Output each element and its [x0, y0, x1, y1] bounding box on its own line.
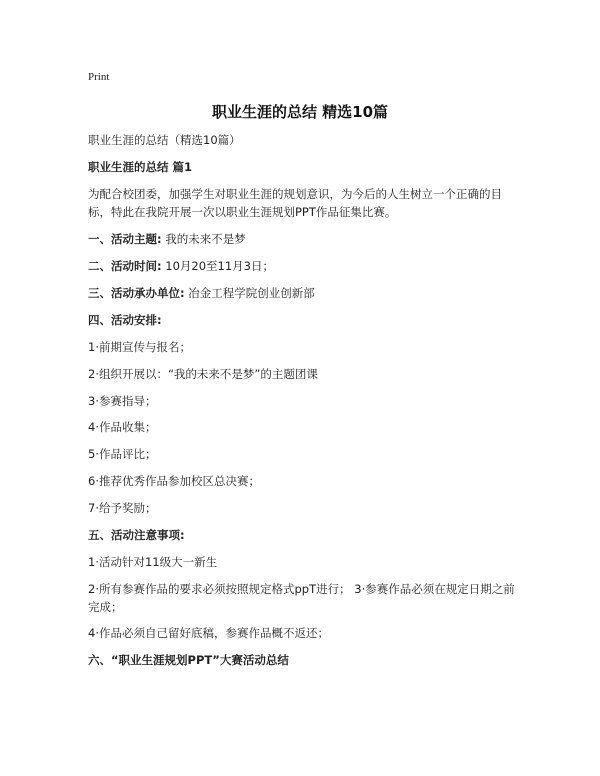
list-item: 5·作品评比；	[88, 447, 157, 461]
section-heading: 职业生涯的总结 篇1	[88, 160, 193, 174]
summary-heading: 六、“职业生涯规划PPT”大赛活动总结	[88, 653, 289, 667]
notes-heading: 五、活动注意事项:	[88, 528, 185, 542]
intro-paragraph: 为配合校团委，加强学生对职业生涯的规划意识，为今后的人生树立一个正确的目标，特此在我院开展一次以职业生涯规划PPT作品征集比赛。	[88, 187, 502, 219]
document-subtitle: 职业生涯的总结（精选10篇）	[88, 133, 241, 147]
activity-organizer	[88, 284, 524, 302]
list-item: 7·给予奖励；	[88, 501, 157, 515]
activity-time-value: 10月20至11月3日；	[161, 259, 274, 273]
document-title: 职业生涯的总结 精选10篇	[211, 103, 389, 121]
print-label[interactable]: Print	[88, 71, 110, 83]
activity-organizer-value: 冶金工程学院创业创新部	[184, 286, 315, 300]
activity-theme	[88, 230, 524, 248]
activity-time	[88, 257, 524, 275]
activity-time-label: 二、活动时间:	[88, 259, 162, 273]
list-item: 1·前期宣传与报名；	[88, 340, 191, 354]
activity-theme-value: 我的未来不是梦	[161, 232, 246, 246]
activity-theme-label: 一、活动主题:	[88, 232, 162, 246]
list-item: 2·所有参赛作品的要求必须按照规定格式ppT进行； 3·参赛作品必须在规定日期之前完成；	[88, 582, 515, 614]
arrangement-heading: 四、活动安排:	[88, 313, 162, 327]
list-item: 2·组织开展以：“我的未来不是梦”的主题团课	[88, 367, 318, 381]
list-item: 1·活动针对11级大一新生	[88, 555, 218, 569]
list-item: 4·作品收集；	[88, 420, 157, 434]
list-item: 4·作品必须自己留好底稿，参赛作品概不返还；	[88, 626, 329, 640]
activity-organizer-label: 三、活动承办单位:	[88, 286, 185, 300]
list-item: 3·参赛指导；	[88, 394, 157, 408]
list-item: 6·推荐优秀作品参加校区总决赛；	[88, 474, 260, 488]
